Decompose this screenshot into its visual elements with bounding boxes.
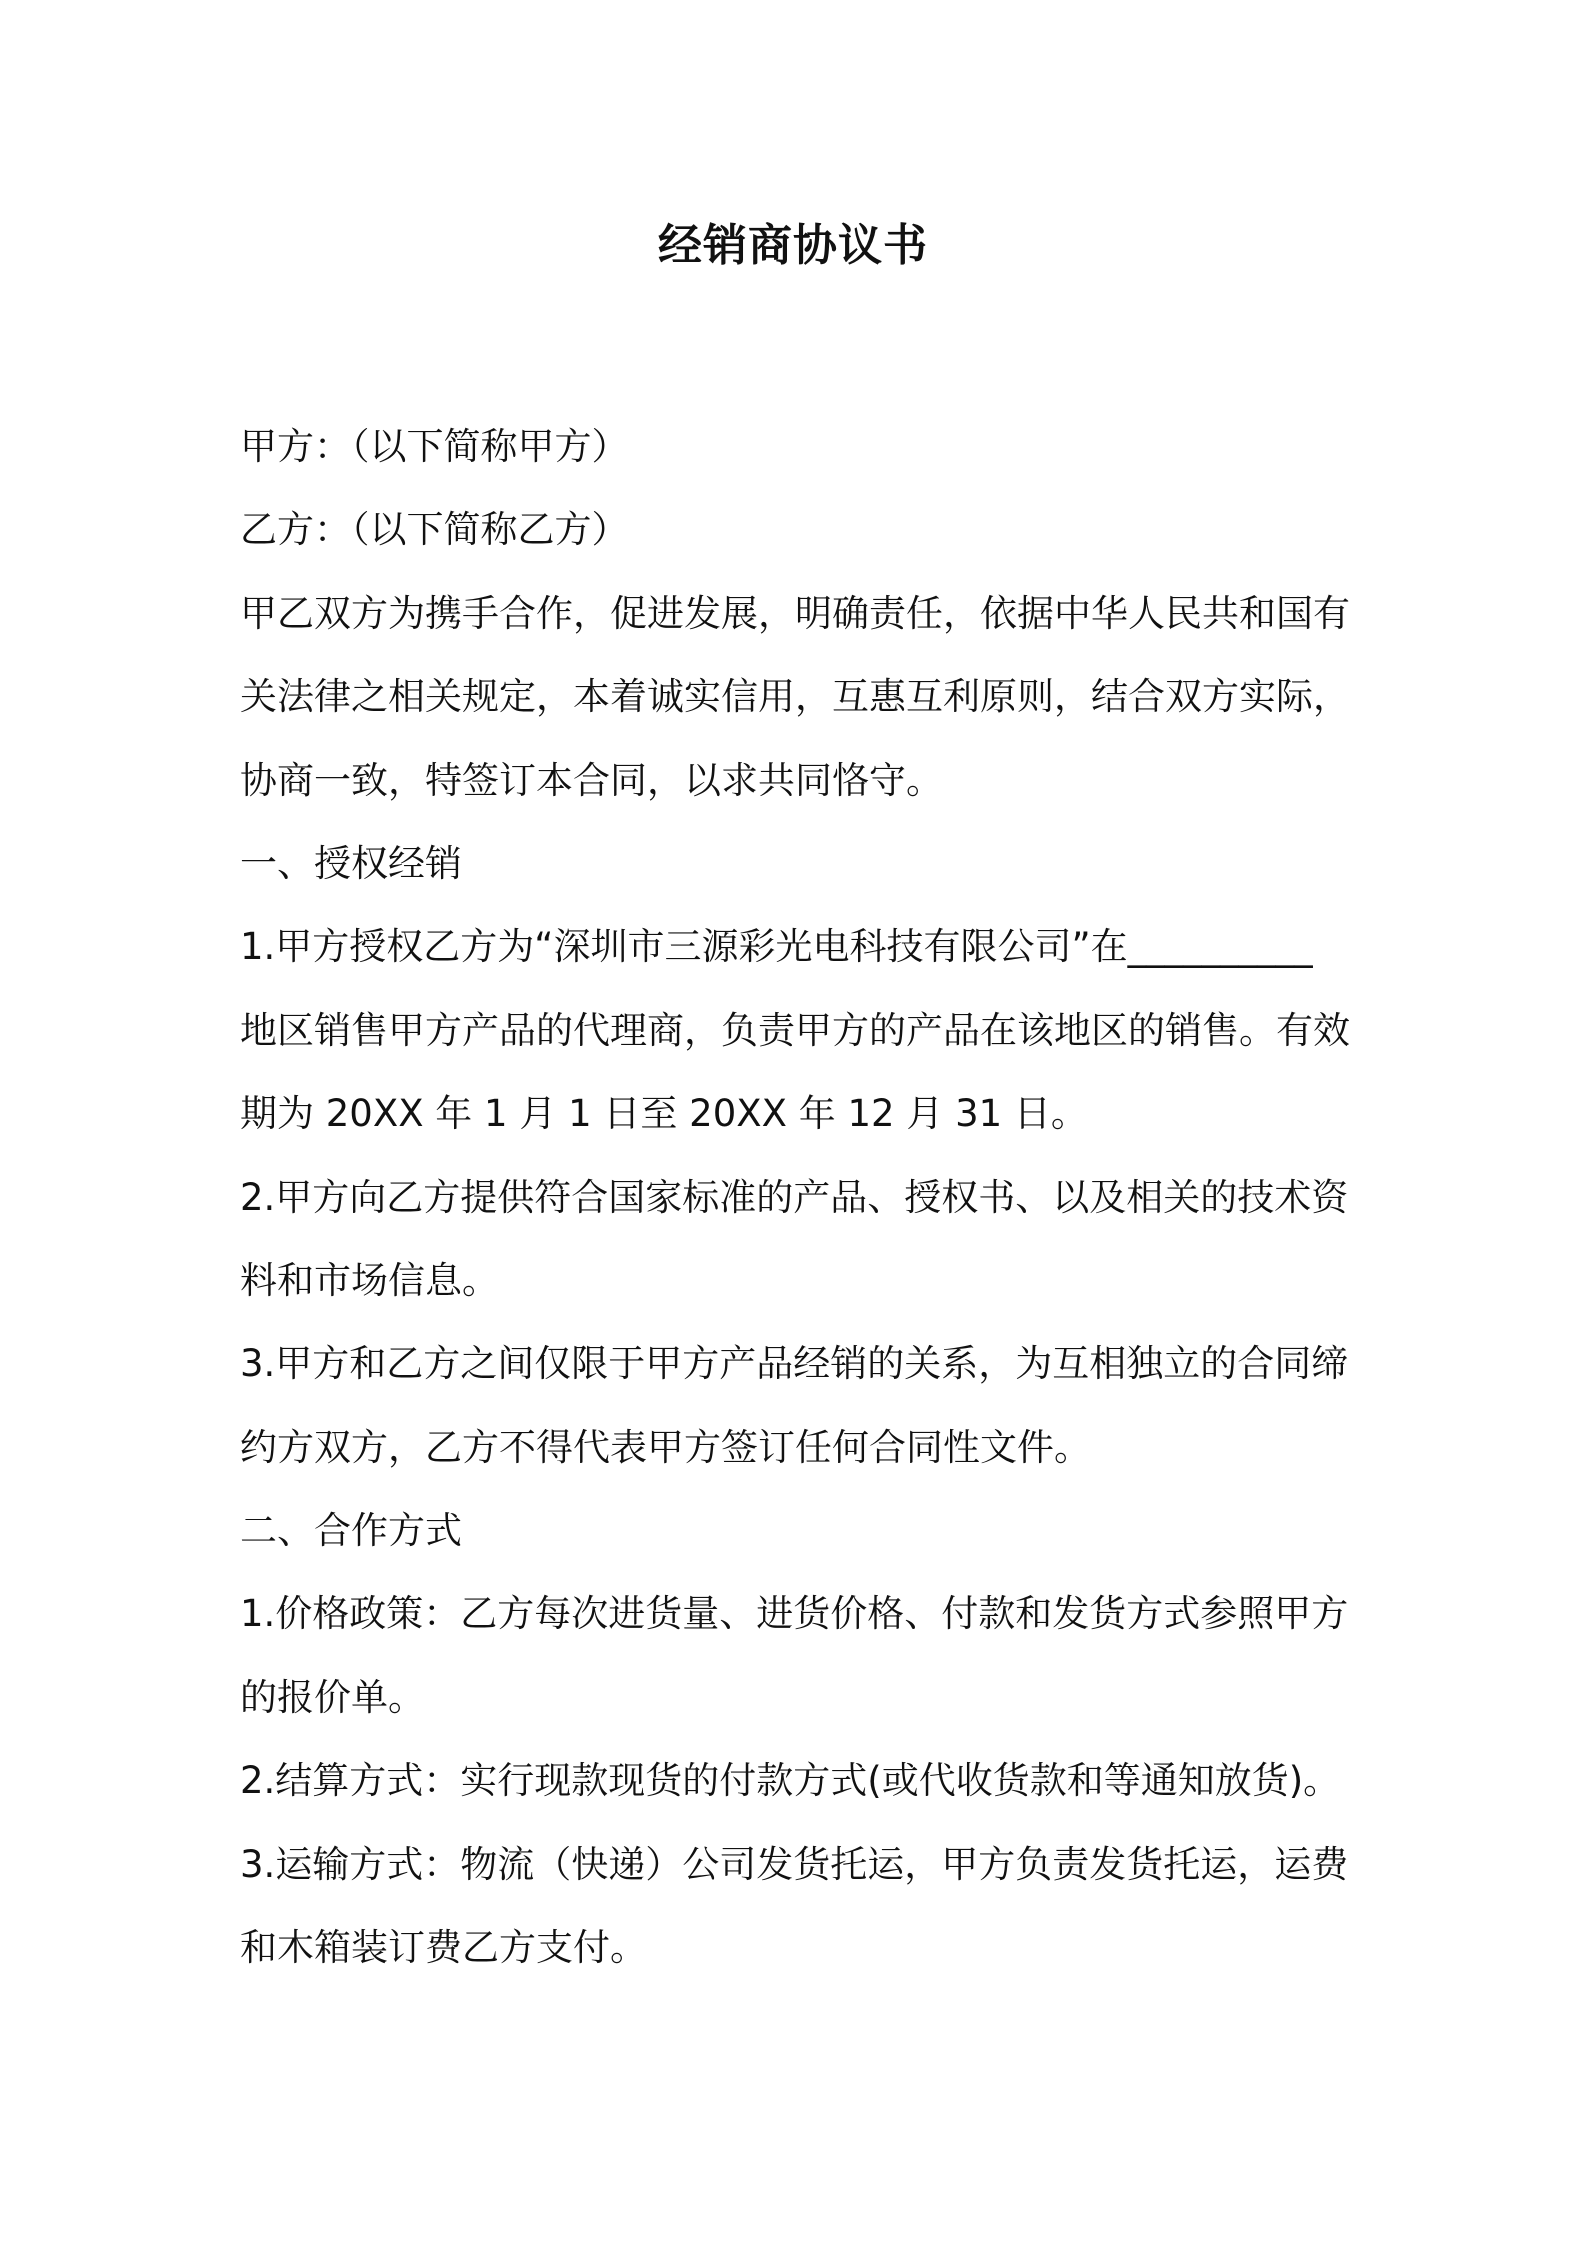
clause-2-1-line-2: 的报价单。 (240, 1675, 425, 1719)
clause-1-3-line-2: 约方双方，乙方不得代表甲方签订任何合同性文件。 (240, 1425, 1091, 1469)
clause-2-2-line-1: 2.结算方式：实行现款现货的付款方式(或代收货款和等通知放货)。 (240, 1759, 1341, 1803)
section-heading-authorization: 一、授权经销 (240, 841, 462, 885)
clause-1-1-line-3: 期为 20XX 年 1 月 1 日至 20XX 年 12 月 31 日。 (240, 1092, 1088, 1136)
preamble-line-2: 关法律之相关规定，本着诚实信用，互惠互利原则，结合双方实际， (240, 675, 1350, 719)
clause-2-1-line-1: 1.价格政策：乙方每次进货量、进货价格、付款和发货方式参照甲方 (240, 1592, 1349, 1636)
document-body (240, 405, 1350, 1989)
clause-1-3-line-1: 3.甲方和乙方之间仅限于甲方产品经销的关系，为互相独立的合同缔 (240, 1342, 1349, 1386)
section-heading-cooperation: 二、合作方式 (240, 1509, 462, 1553)
preamble-line-3: 协商一致，特签订本合同，以求共同恪守。 (240, 758, 943, 802)
clause-1-1-line-1: 1.甲方授权乙方为“深圳市三源彩光电科技有限公司”在__________ (240, 925, 1313, 969)
clause-1-2-line-2: 料和市场信息。 (240, 1258, 499, 1302)
clause-1-1-line-2: 地区销售甲方产品的代理商，负责甲方的产品在该地区的销售。有效 (240, 1008, 1350, 1052)
party-a-line: 甲方：（以下简称甲方） (240, 425, 629, 468)
document-title: 经销商协议书 (658, 220, 928, 271)
clause-2-3-line-2: 和木箱装订费乙方支付。 (240, 1926, 647, 1970)
preamble-line-1: 甲乙双方为携手合作，促进发展，明确责任，依据中华人民共和国有 (240, 591, 1350, 635)
clause-1-2-line-1: 2.甲方向乙方提供符合国家标准的产品、授权书、以及相关的技术资 (240, 1175, 1349, 1219)
clause-2-3-line-1: 3.运输方式：物流（快递）公司发货托运，甲方负责发货托运，运费 (240, 1842, 1349, 1886)
party-b-line: 乙方：（以下简称乙方） (240, 508, 629, 552)
